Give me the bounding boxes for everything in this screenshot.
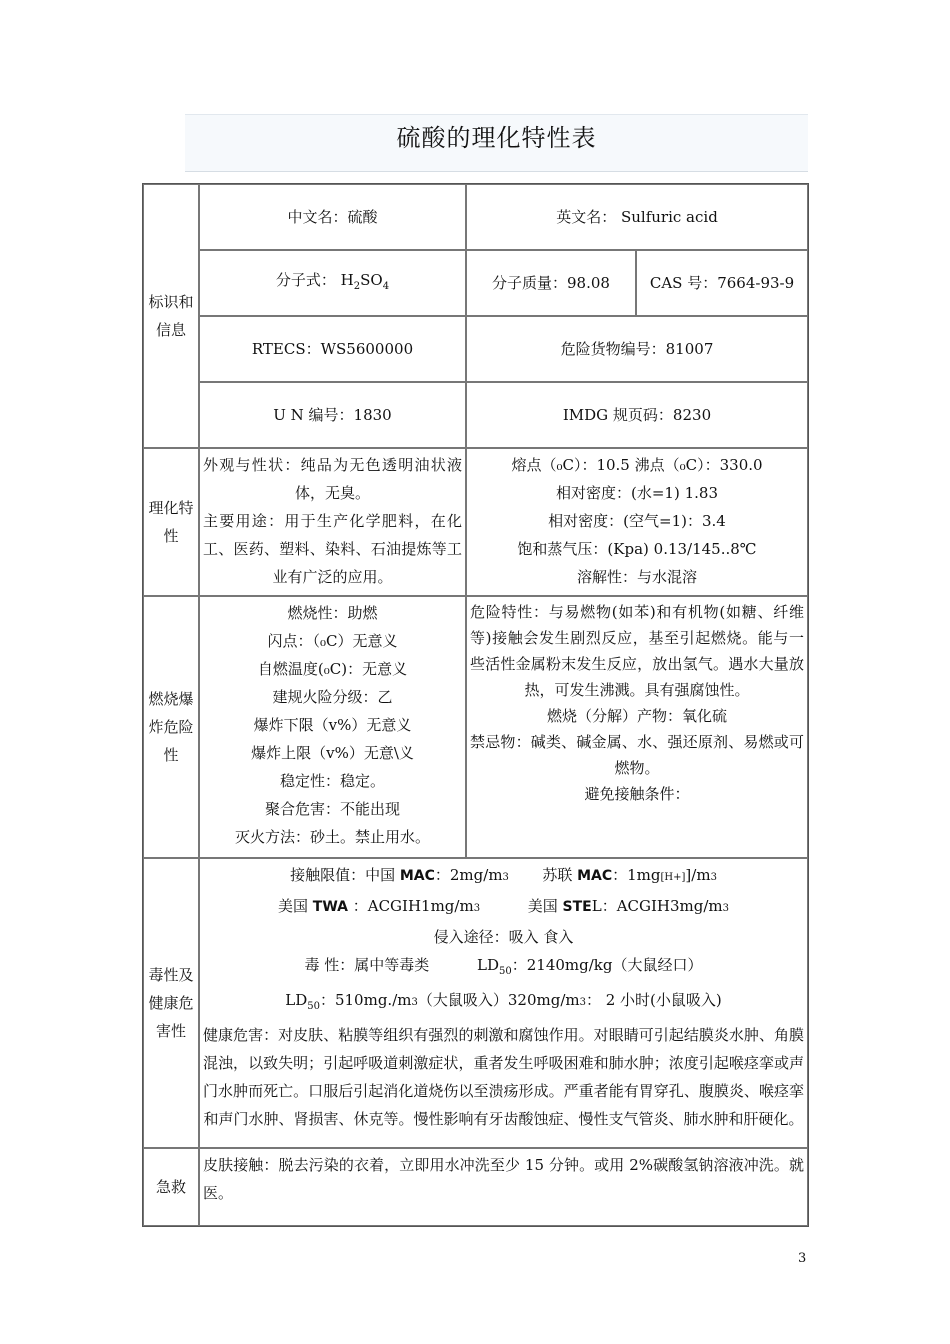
mp-bp-text: 熔点（₀C）：10.5 沸点（₀C）：330.0 xyxy=(511,456,763,474)
fire-line: 闪点：（₀C）无意义 xyxy=(267,632,398,650)
hazard-text: 危险特性：与易燃物(如苯)和有机物(如糖、纤维等)接触会发生剧烈反应，基至引起燃烧。能与一些活性金属粉末发生反应，放出氢气。遇水大量放热，可发生沸溅。具有强腐蚀性。 xyxy=(470,603,805,699)
skin-contact-text: 皮肤接触：脱去污染的衣着，立即用水冲洗至少 15 分钟。或用 2%碳酸氢钠溶液冲洗。就医。 xyxy=(203,1156,805,1202)
en-name-cell: 英文名： Sulfuric acid xyxy=(466,184,808,250)
table-row xyxy=(143,1148,808,1226)
table-row xyxy=(143,184,808,250)
rtecs-cell: RTECS：WS5600000 xyxy=(199,316,466,382)
title-banner xyxy=(185,114,808,172)
toxicity-ld-line: 毒 性：属中等毒类 $LD_{50}$：2140mg/kg（大鼠经口） xyxy=(304,956,703,977)
health-hazard-text: 健康危害：对皮肤、粘膜等组织有强烈的刺激和腐蚀作用。对眼睛可引起结膜炎水肿、角膜混浊，以致失明；引起呼吸道刺激症状，重者发生呼吸困难和肺水肿；浓度引起喉痉挛或声门水肿而死亡。口服后引起消化道烧伤以至溃疡形成。严重者能有胃穿孔、腹膜炎、喉痉挛和声门水肿、肾损害、休克等。慢性影响有牙齿酸蚀症、慢性支气管炎、肺水肿和肝硬化。 xyxy=(203,1026,805,1128)
appearance-text: 外观与性状：纯品为无色透明油状液体，无臭。 xyxy=(203,456,462,502)
fire-props-cell xyxy=(199,596,466,858)
properties-table xyxy=(142,183,809,1227)
table-row xyxy=(143,448,808,596)
usage-text: 主要用途：用于生产化学肥料，在化工、医药、塑料、染料、石油提炼等工业有广泛的应用。 xyxy=(203,512,462,586)
table-row xyxy=(143,316,808,382)
fire-line: 爆炸下限（v%）无意义 xyxy=(253,716,412,734)
fire-line: 爆炸上限（v%）无意\义 xyxy=(251,744,414,762)
exposure-limit-line: 接触限值：中国 MAC：2mg/m3 苏联 MAC：1mg[H+]]/m3 xyxy=(290,866,717,884)
section-label-identification: 标识和信息 xyxy=(143,184,199,448)
table-row xyxy=(143,250,808,316)
density-water-text: 相对密度：(水=1) 1.83 xyxy=(556,484,718,502)
fire-line: 灭火方法：砂土。禁止用水。 xyxy=(234,828,430,846)
fire-line: 稳定性：稳定。 xyxy=(279,772,385,790)
imdg-cell: IMDG 规页码：8230 xyxy=(466,382,808,448)
physical-constants-cell xyxy=(466,448,808,596)
fire-line: 自燃温度(₀C)：无意义 xyxy=(257,660,408,678)
section-label-first-aid: 急救 xyxy=(143,1148,199,1226)
fire-hazard-cell xyxy=(466,596,808,858)
vapor-pressure-text: 饱和蒸气压：(Kpa) 0.13/145..8℃ xyxy=(517,540,757,558)
solubility-text: 溶解性：与水混溶 xyxy=(577,568,698,586)
fire-line: 燃烧性：助燃 xyxy=(287,604,378,622)
combustion-products-text: 燃烧（分解）产物：氧化硫 xyxy=(547,707,728,725)
dg-no-cell: 危险货物编号：81007 xyxy=(466,316,808,382)
table-row xyxy=(143,596,808,858)
appearance-usage-cell xyxy=(199,448,466,596)
table-row xyxy=(143,382,808,448)
avoid-text: 避免接触条件： xyxy=(584,785,690,803)
first-aid-cell xyxy=(199,1148,808,1226)
fire-line: 建规火险分级：乙 xyxy=(272,688,393,706)
incompatibles-text: 禁忌物：碱类、碱金属、水、强还原剂、易燃或可燃物。 xyxy=(470,733,805,777)
formula-cell: 分子式： $H_2SO_4$ xyxy=(199,250,466,316)
toxicity-cell xyxy=(199,858,808,1148)
cas-cell: CAS 号：7664-93-9 xyxy=(636,250,808,316)
cn-name-cell: 中文名：硫酸 xyxy=(199,184,466,250)
section-label-toxicity: 毒性及健康危害性 xyxy=(143,858,199,1148)
us-limit-line: 美国 TWA ：ACGIH1mg/m3 美国 STEL：ACGIH3mg/m3 xyxy=(277,897,730,915)
un-no-cell: U N 编号：1830 xyxy=(199,382,466,448)
route-line: 侵入途径：吸入 食入 xyxy=(433,928,574,946)
mol-mass-cell: 分子质量：98.08 xyxy=(466,250,636,316)
page-number: 3 xyxy=(798,1251,807,1266)
density-air-text: 相对密度：(空气=1)：3.4 xyxy=(548,512,726,530)
ld-inhalation-line: $LD_{50}$：510mg./m3（大鼠吸入）320mg/m3： 2 小时(小鼠吸入) xyxy=(285,991,722,1012)
fire-line: 聚合危害：不能出现 xyxy=(264,800,400,818)
section-label-physchem: 理化特性 xyxy=(143,448,199,596)
table-row xyxy=(143,858,808,1148)
section-label-fire: 燃烧爆炸危险性 xyxy=(143,596,199,858)
page-title: 硫酸的理化特性表 xyxy=(396,123,597,152)
